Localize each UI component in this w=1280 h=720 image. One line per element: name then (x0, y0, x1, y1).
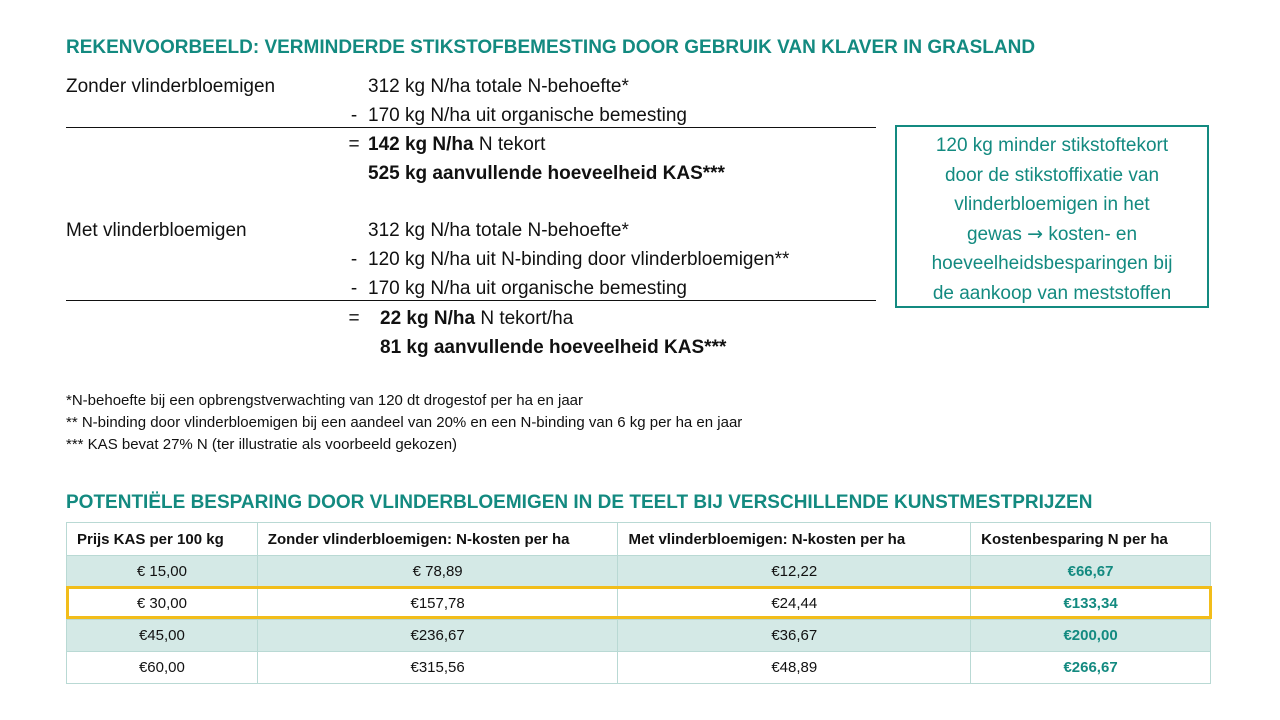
with-result-text: N tekort/ha (475, 308, 574, 329)
with-result-value: 22 kg N/ha (380, 308, 476, 329)
table-cell: €266,67 (971, 652, 1211, 684)
with-minus-2: - (350, 278, 358, 299)
table-cell: € 30,00 (67, 588, 258, 620)
without-divider (66, 127, 876, 128)
without-result-value: 142 kg N/ha (368, 134, 474, 155)
with-result (380, 308, 573, 330)
table-row (67, 556, 1211, 588)
column-header: Prijs KAS per 100 kg (67, 523, 258, 556)
table-cell: €60,00 (67, 652, 258, 684)
table-cell: € 15,00 (67, 556, 258, 588)
callout-line: vlinderbloemigen in het (954, 194, 1150, 215)
arrow-right-icon: → (1027, 222, 1044, 245)
with-label: Met vlinderbloemigen (66, 220, 247, 241)
column-header: Met vlinderbloemigen: N-kosten per ha (618, 523, 971, 556)
without-need: 312 kg N/ha totale N-behoefte* (368, 76, 629, 97)
with-equals: = (348, 308, 360, 329)
with-binding: 120 kg N/ha uit N-binding door vlinderbloemigen** (368, 249, 790, 270)
without-result-text: N tekort (473, 134, 546, 155)
table-cell: € 78,89 (257, 556, 618, 588)
table-cell: €48,89 (618, 652, 971, 684)
with-kas: 81 kg aanvullende hoeveelheid KAS*** (380, 337, 727, 358)
with-minus-1: - (350, 249, 358, 270)
callout-line: door de stikstoffixatie van (944, 164, 1160, 186)
footnotes (66, 390, 742, 456)
callout-line (897, 220, 1207, 250)
section-title: POTENTIËLE BESPARING DOOR VLINDERBLOEMIGEN IN DE TEELT BIJ VERSCHILLENDE KUNSTMESTPRIJZEN (66, 492, 1093, 513)
without-label: Zonder vlinderbloemigen (66, 76, 276, 97)
footnote-2: ** N-binding door vlinderbloemigen bij een aandeel van 20% en een N-binding van 6 kg per ha en jaar (66, 414, 743, 431)
with-organic: 170 kg N/ha uit organische bemesting (368, 278, 687, 299)
footnote-3: *** KAS bevat 27% N (ter illustratie als voorbeeld gekozen) (66, 436, 458, 453)
table-row (67, 620, 1211, 652)
callout-text: kosten- en (1043, 223, 1138, 245)
table-cell: €200,00 (971, 620, 1211, 652)
table-cell: €236,67 (257, 620, 618, 652)
without-equals: = (348, 134, 360, 155)
table-cell: €133,34 (971, 588, 1211, 620)
callout-line: hoeveelheidsbesparingen bij (931, 253, 1173, 274)
table-cell: €45,00 (67, 620, 258, 652)
without-minus: - (350, 105, 358, 126)
table-cell: €36,67 (618, 620, 971, 652)
without-organic: 170 kg N/ha uit organische bemesting (368, 105, 687, 126)
highlight-row-frame (66, 586, 1212, 619)
callout-line: de aankoop van meststoffen (932, 282, 1172, 304)
table-cell: €12,22 (618, 556, 971, 588)
table-row (67, 652, 1211, 684)
table-cell: €24,44 (618, 588, 971, 620)
callout-text: gewas (966, 223, 1028, 245)
without-result (368, 134, 545, 156)
table-cell: €66,67 (971, 556, 1211, 588)
without-kas: 525 kg aanvullende hoeveelheid KAS*** (368, 163, 725, 184)
column-header: Zonder vlinderbloemigen: N-kosten per ha (257, 523, 618, 556)
callout-box (895, 125, 1209, 308)
with-need: 312 kg N/ha totale N-behoefte* (368, 220, 629, 241)
page-title: REKENVOORBEELD: VERMINDERDE STIKSTOFBEMESTING DOOR GEBRUIK VAN KLAVER IN GRASLAND (66, 37, 1036, 58)
table-cell: €157,78 (257, 588, 618, 620)
footnote-1: *N-behoefte bij een opbrengstverwachting van 120 dt drogestof per ha en jaar (66, 392, 584, 409)
with-divider (66, 300, 876, 301)
callout-line: 120 kg minder stikstoftekort (935, 135, 1169, 156)
table-cell: €315,56 (257, 652, 618, 684)
column-header: Kostenbesparing N per ha (971, 523, 1211, 556)
table-header-row (67, 523, 1211, 556)
